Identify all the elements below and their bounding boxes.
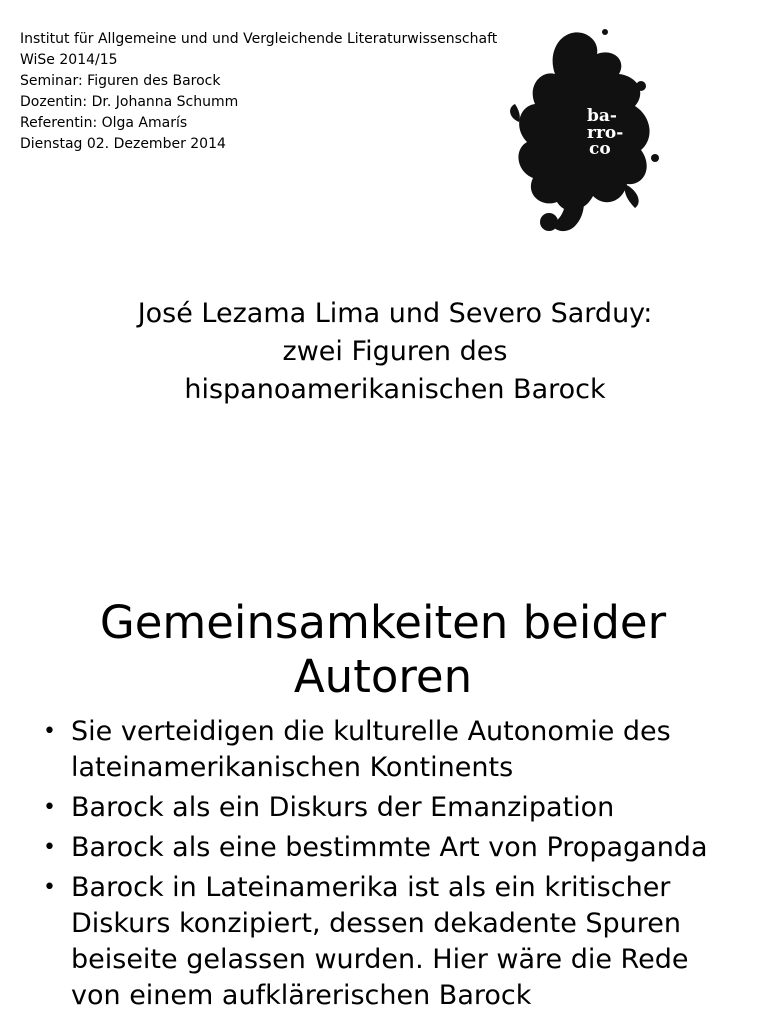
bullet-text: Sie verteidigen die kulturelle Autonomie des lateinamerikanischen Kontinents: [71, 716, 671, 783]
title-line: hispanoamerikanischen Barock: [184, 374, 606, 405]
semester-line: WiSe 2014/15: [20, 52, 118, 68]
lecturer-line: Dozentin: Dr. Johanna Schumm: [20, 94, 239, 110]
section-heading: [40, 596, 726, 704]
course-info-block: [20, 29, 498, 155]
bullet-icon: •: [43, 795, 56, 820]
logo-text-line: co: [589, 139, 611, 159]
ink-splatter-shape: [510, 29, 659, 231]
list-item: [40, 830, 740, 866]
heading-line: Gemeinsamkeiten beider: [99, 596, 667, 649]
bullet-icon: •: [43, 875, 56, 900]
bullet-text: Barock als ein Diskurs der Emanzipation: [71, 792, 615, 823]
logo-text-line: rro-: [587, 123, 624, 143]
bullet-text: Barock als eine bestimmte Art von Propaganda: [71, 832, 708, 863]
logo-text-line: ba-: [587, 106, 617, 126]
title-line: zwei Figuren des: [282, 336, 508, 367]
bullet-icon: •: [43, 835, 56, 860]
slide-title: [60, 295, 730, 409]
barroco-logo: [505, 26, 720, 238]
list-item: [40, 870, 740, 1014]
list-item: [40, 714, 740, 786]
list-item: [40, 790, 740, 826]
bullet-icon: •: [43, 719, 56, 744]
bullet-list: [40, 714, 740, 1018]
title-line: José Lezama Lima und Severo Sarduy:: [137, 298, 653, 329]
date-line: Dienstag 02. Dezember 2014: [20, 136, 226, 152]
institute-line: Institut für Allgemeine und und Vergleichende Literaturwissenschaft: [20, 31, 498, 47]
heading-line: Autoren: [293, 650, 473, 703]
seminar-line: Seminar: Figuren des Barock: [20, 73, 221, 89]
bullet-text: Barock in Lateinamerika ist als ein kritischer Diskurs konzipiert, dessen dekadente Spuren beiseite gelassen wurden. Hier wäre die Rede von einem aufklärerischen Barock: [71, 872, 689, 1011]
presenter-line: Referentin: Olga Amarís: [20, 115, 188, 131]
